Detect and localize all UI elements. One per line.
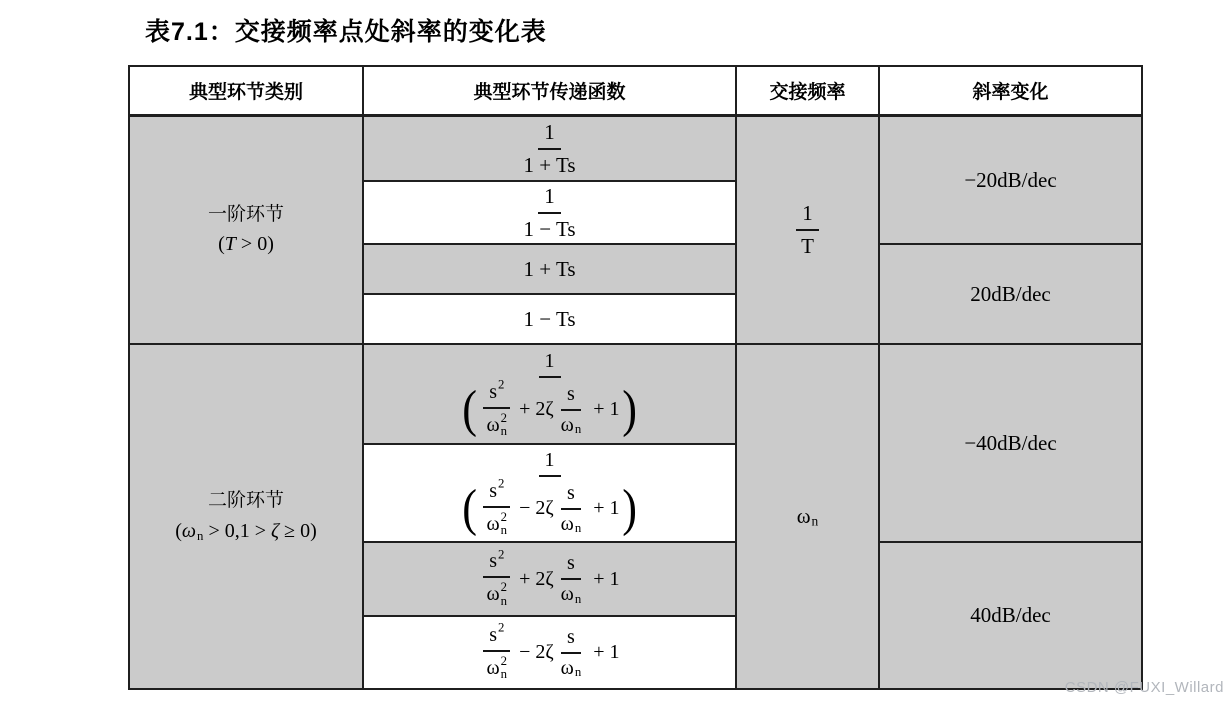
header-slope-change: 斜率变化 [880, 67, 1143, 117]
slope-plus-40db: 40dB/dec [880, 543, 1143, 690]
table-title: 表7.1：交接频率点处斜率的变化表 [145, 18, 547, 46]
category-first-order-condition: ( T > 0) [218, 233, 274, 256]
tf-quadratic-minus: s 2 ω 2 n − 2ζ s ω n + 1 [364, 617, 737, 690]
watermark: CSDN @FUXI_Willard [1064, 679, 1224, 696]
tf-1-over-1-minus-Ts: 1 1 − Ts [364, 182, 737, 245]
category-first-order [130, 117, 364, 345]
header-category: 典型环节类别 [130, 67, 364, 117]
tf-quadratic-plus: s 2 ω 2 n + 2ζ s ω n + 1 [364, 543, 737, 617]
category-second-order-condition: ( ω n > 0,1 > ζ ≥ 0) [175, 519, 317, 543]
category-second-order [130, 345, 364, 690]
slope-plus-20db: 20dB/dec [880, 245, 1143, 345]
slope-minus-20db: −20dB/dec [880, 117, 1143, 245]
tf-1-plus-Ts: 1 + Ts [364, 245, 737, 295]
slope-minus-40db: −40dB/dec [880, 345, 1143, 543]
crossover-1-over-T: 1 T [737, 117, 880, 345]
header-transfer-function: 典型环节传递函数 [364, 67, 737, 117]
header-crossover-frequency: 交接频率 [737, 67, 880, 117]
category-first-order-name: 一阶环节 [207, 203, 284, 225]
category-second-order-name: 二阶环节 [207, 490, 284, 512]
tf-1-over-quadratic-minus: 1 ( s 2 ω 2 n − 2ζ s ω n + 1 ) [364, 445, 737, 543]
tf-1-minus-Ts: 1 − Ts [364, 295, 737, 345]
tf-1-over-quadratic-plus: 1 ( s 2 ω 2 n + 2ζ s ω n + 1 ) [364, 345, 737, 445]
tf-1-over-1-plus-Ts: 1 1 + Ts [364, 117, 737, 182]
crossover-omega-n: ω n [737, 345, 880, 690]
slope-change-table [128, 65, 1143, 690]
